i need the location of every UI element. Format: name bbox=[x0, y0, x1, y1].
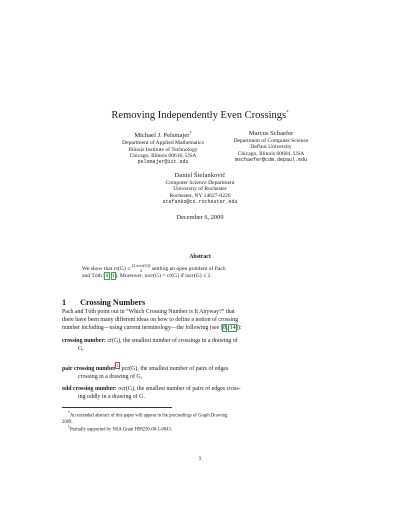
abstract-line-2: and Tóth [4, 1]. Moreover, iocr(G) = cr(G) if iocr(G) ≤ 2. bbox=[82, 273, 212, 280]
footnote-rule bbox=[62, 407, 172, 408]
page-number: 1 bbox=[198, 456, 202, 462]
author-dept: Department of Applied Mathematics bbox=[122, 140, 204, 147]
abstract-body bbox=[82, 264, 318, 280]
author-name: Michael J. Pelsmajer† bbox=[134, 130, 192, 140]
date: December 6, 2009 bbox=[176, 214, 224, 221]
intro-paragraph bbox=[62, 309, 338, 333]
author-city: Chicago, Illinois 60604, USA bbox=[237, 150, 305, 157]
definition-term: pair crossing number bbox=[62, 365, 116, 372]
citation-link[interactable]: 1 bbox=[111, 273, 115, 280]
footnote-mark: * bbox=[68, 411, 70, 415]
paragraph-line: there have been many different ideas on how to define a notion of crossing bbox=[62, 316, 239, 323]
author-name: Marcus Schaefer bbox=[248, 130, 294, 137]
author-email: stefanko@cs.rochester.edu bbox=[162, 199, 238, 206]
citation-link[interactable]: 8 bbox=[223, 324, 227, 331]
author-city: Rochester, NY 14627-0226 bbox=[169, 192, 231, 199]
author-email: pelsmajer@iit.edu bbox=[137, 159, 189, 166]
paragraph-line: number including—using current terminology—the following (see [8, 14]): bbox=[62, 324, 242, 331]
definition-item: crossing number: cr(G), the smallest number of crossings in a drawing of G, bbox=[62, 338, 338, 354]
author-inst: Illinois Institute of Technology bbox=[128, 146, 198, 153]
author-city: Chicago, Illinois 60616, USA bbox=[129, 153, 197, 159]
citation-link[interactable]: 4 bbox=[105, 273, 109, 280]
author-inst: DePaul University bbox=[250, 144, 292, 151]
title-text: Removing Independently Even Crossings bbox=[111, 110, 287, 121]
author-block-3 bbox=[0, 172, 400, 205]
definition-continuation: crossing in a drawing of G, bbox=[78, 373, 143, 380]
footnote-continuation: 2009. bbox=[62, 419, 73, 425]
section-heading bbox=[62, 292, 145, 310]
section-title: Crossing Numbers bbox=[80, 298, 146, 307]
author-block-2 bbox=[196, 130, 346, 163]
author-inst: University of Rochester bbox=[173, 186, 227, 193]
definition-continuation: ing oddly in a drawing of G. bbox=[78, 393, 145, 400]
title-footnote-mark: * bbox=[286, 110, 289, 116]
author-dept: Computer Science Department bbox=[165, 180, 235, 186]
definition-item: pair crossing number$^1$: pcr(G), the smallest number of pairs of edges crossing in a drawing of G, bbox=[62, 362, 338, 382]
author-email: mschaefer@cdm.depaul.edu bbox=[234, 157, 307, 164]
definition-continuation: G, bbox=[78, 345, 84, 352]
paper-title bbox=[0, 110, 400, 121]
definition-item: odd crossing number: ocr(G), the smallest number of pairs of edges cross- ing oddly in a drawing of G. bbox=[62, 386, 338, 402]
definition-term: crossing number: bbox=[62, 338, 106, 344]
author-dept: Department of Computer Science bbox=[233, 138, 309, 144]
definition-term: odd crossing number: bbox=[62, 386, 117, 392]
footnote: *An extended abstract of this paper will appear in the proceedings of Graph Drawing 2009. bbox=[62, 410, 338, 426]
footnote: †Partially supported by NSA Grant H98230-08-1-0043. bbox=[68, 425, 173, 433]
binomial-fraction: (2 iocr(G)) 2 bbox=[131, 263, 151, 273]
author-name: Daniel Štefankovič bbox=[174, 172, 226, 179]
paragraph-line: Pach and Tóth point out in “Which Crossing Number is It Anyway?” that bbox=[62, 309, 235, 315]
abstract-line-1: We show that cr(G) ≤ (2 iocr(G)) 2 settling an open problem of Pach bbox=[82, 263, 226, 273]
abstract-heading: Abstract bbox=[189, 254, 211, 260]
section-number: 1 bbox=[62, 298, 67, 307]
footnote-mark: † bbox=[68, 425, 70, 429]
author-mark: † bbox=[189, 130, 192, 135]
citation-link[interactable]: 14 bbox=[229, 324, 236, 331]
footnote-link[interactable]: 1 bbox=[116, 363, 119, 368]
